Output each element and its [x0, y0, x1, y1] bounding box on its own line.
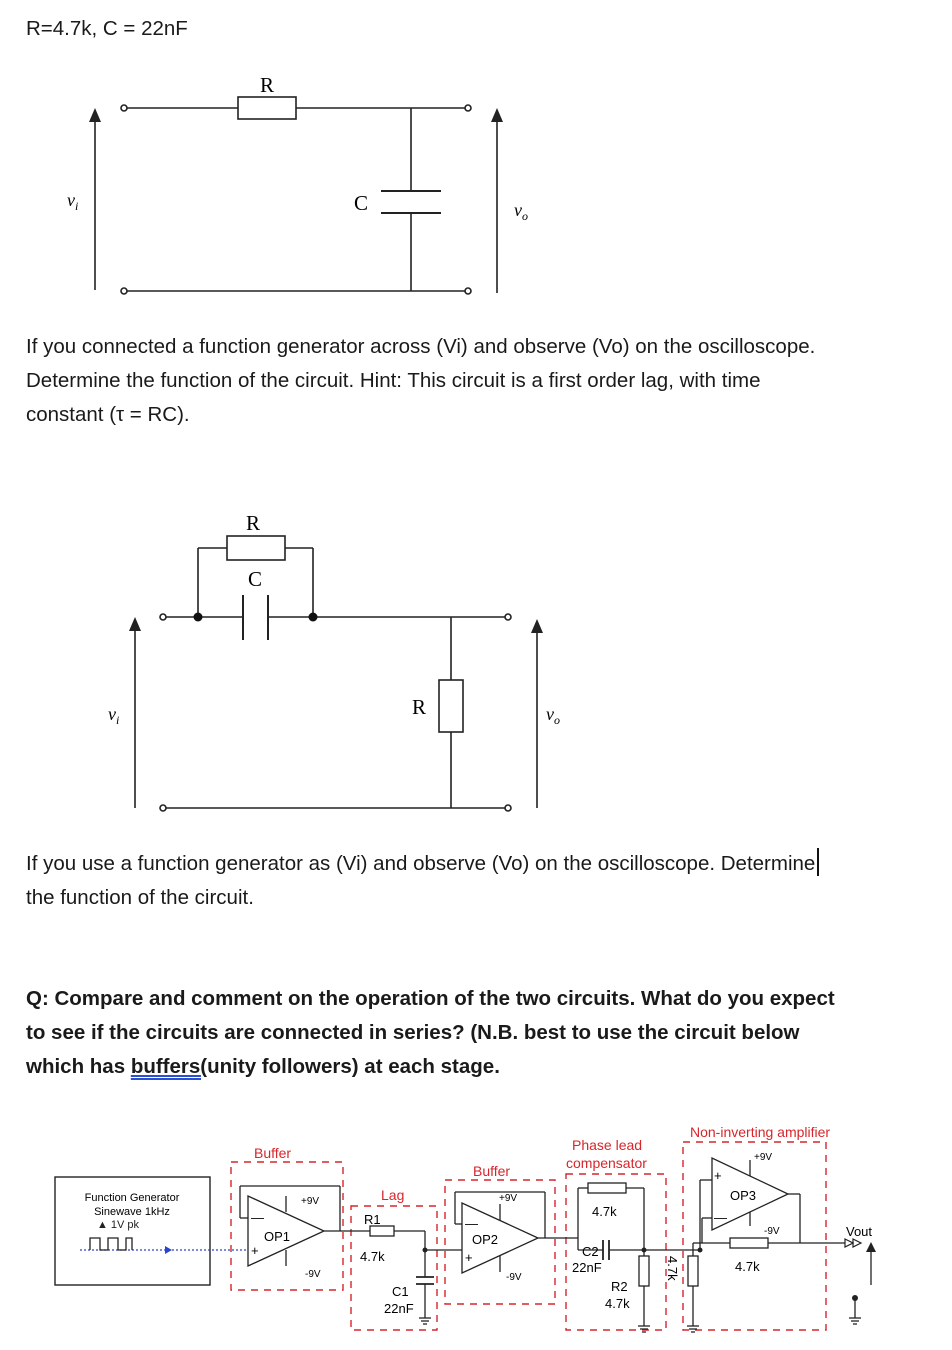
c1-r-label: R [260, 73, 275, 97]
r2-value: 4.7k [605, 1296, 630, 1311]
vout-arrow-icon [845, 1239, 853, 1247]
fg-title: Function Generator [84, 1192, 180, 1204]
c2-vi-label: $v_i$ [108, 704, 120, 727]
r1-resistor [370, 1226, 394, 1236]
lag-label: Lag [381, 1187, 405, 1203]
vout-label: Vout [846, 1224, 873, 1239]
svg-text:+: + [251, 1243, 259, 1258]
gain-ground-resistor [688, 1256, 698, 1286]
c2-value: 22nF [572, 1260, 602, 1275]
svg-text:—: — [465, 1216, 478, 1231]
op3-pos-supply: +9V [754, 1152, 773, 1163]
paragraph-1-line-1: If you connected a function generator across (Vi) and observe (Vo) on the oscilloscope. [26, 335, 816, 358]
c1-c-label: C [354, 191, 369, 215]
op2-pos-supply: +9V [499, 1193, 518, 1204]
question-line-2: to see if the circuits are connected in series? (N.B. best to use the circuit below [26, 1021, 800, 1044]
amp-r-value: 4.7k [735, 1259, 760, 1274]
c1-vi-label: $v_i$ [67, 190, 79, 213]
svg-text:+: + [465, 1250, 473, 1265]
r1-label: R1 [364, 1212, 381, 1227]
paragraph-2-line-2: the function of the circuit. [26, 886, 254, 909]
op2-label: OP2 [472, 1232, 499, 1247]
fg-wave: Sinewave 1kHz [94, 1206, 170, 1218]
buffers-link: buffers( [130, 1055, 208, 1078]
op2-neg-supply: -9V [506, 1272, 522, 1283]
feedback-resistor [730, 1238, 768, 1248]
svg-text:—: — [251, 1210, 264, 1225]
svg-text:+: + [714, 1168, 722, 1183]
c1-label: C1 [392, 1284, 409, 1299]
vertical-r-value: 4.7k [665, 1256, 680, 1281]
svg-text:—: — [714, 1210, 727, 1225]
r2-resistor [639, 1256, 649, 1286]
c2-vo-label: $v_o$ [546, 704, 560, 727]
op1-neg-supply: -9V [305, 1269, 321, 1280]
amplifier-region [683, 1142, 826, 1330]
r2-label: R2 [611, 1279, 628, 1294]
lead-resistor [588, 1183, 626, 1193]
c2-c-label: C [248, 567, 263, 591]
buffer1-label: Buffer [254, 1145, 292, 1161]
amplifier-label: Non-inverting amplifier [690, 1124, 831, 1140]
lead-label-2: compensator [566, 1155, 647, 1171]
paragraph-2-line-1: If you use a function generator as (Vi) and observe (Vo) on the oscilloscope. Determine [26, 847, 819, 881]
c1-vo-label: $v_o$ [514, 200, 528, 223]
c2-r-top-label: R [246, 511, 261, 535]
lead-label-1: Phase lead [572, 1137, 643, 1153]
op1-pos-supply: +9V [301, 1196, 320, 1207]
given-values: R=4.7k, C = 22nF [26, 17, 188, 40]
op3-neg-supply: -9V [764, 1226, 780, 1237]
op3-label: OP3 [730, 1188, 757, 1203]
buffer2-label: Buffer [473, 1163, 511, 1179]
c2-label: C2 [582, 1244, 599, 1259]
question-line-1: Q: Compare and comment on the operation of the two circuits. What do you expect [26, 987, 835, 1010]
r1-value: 4.7k [360, 1249, 385, 1264]
question-line-3: which has buffers(unity followers) at each stage. [26, 1055, 500, 1078]
lead-r-value: 4.7k [592, 1204, 617, 1219]
paragraph-1-line-2: Determine the function of the circuit. Hint: This circuit is a first order lag, with time [26, 369, 761, 392]
op1-label: OP1 [264, 1229, 291, 1244]
c1-value: 22nF [384, 1301, 414, 1316]
paragraph-1-line-3: constant (τ = RC). [26, 403, 190, 426]
fg-amplitude: ▲ 1V pk [96, 1219, 140, 1231]
square-wave-icon [80, 1238, 172, 1254]
c2-r-shunt-label: R [412, 695, 427, 719]
